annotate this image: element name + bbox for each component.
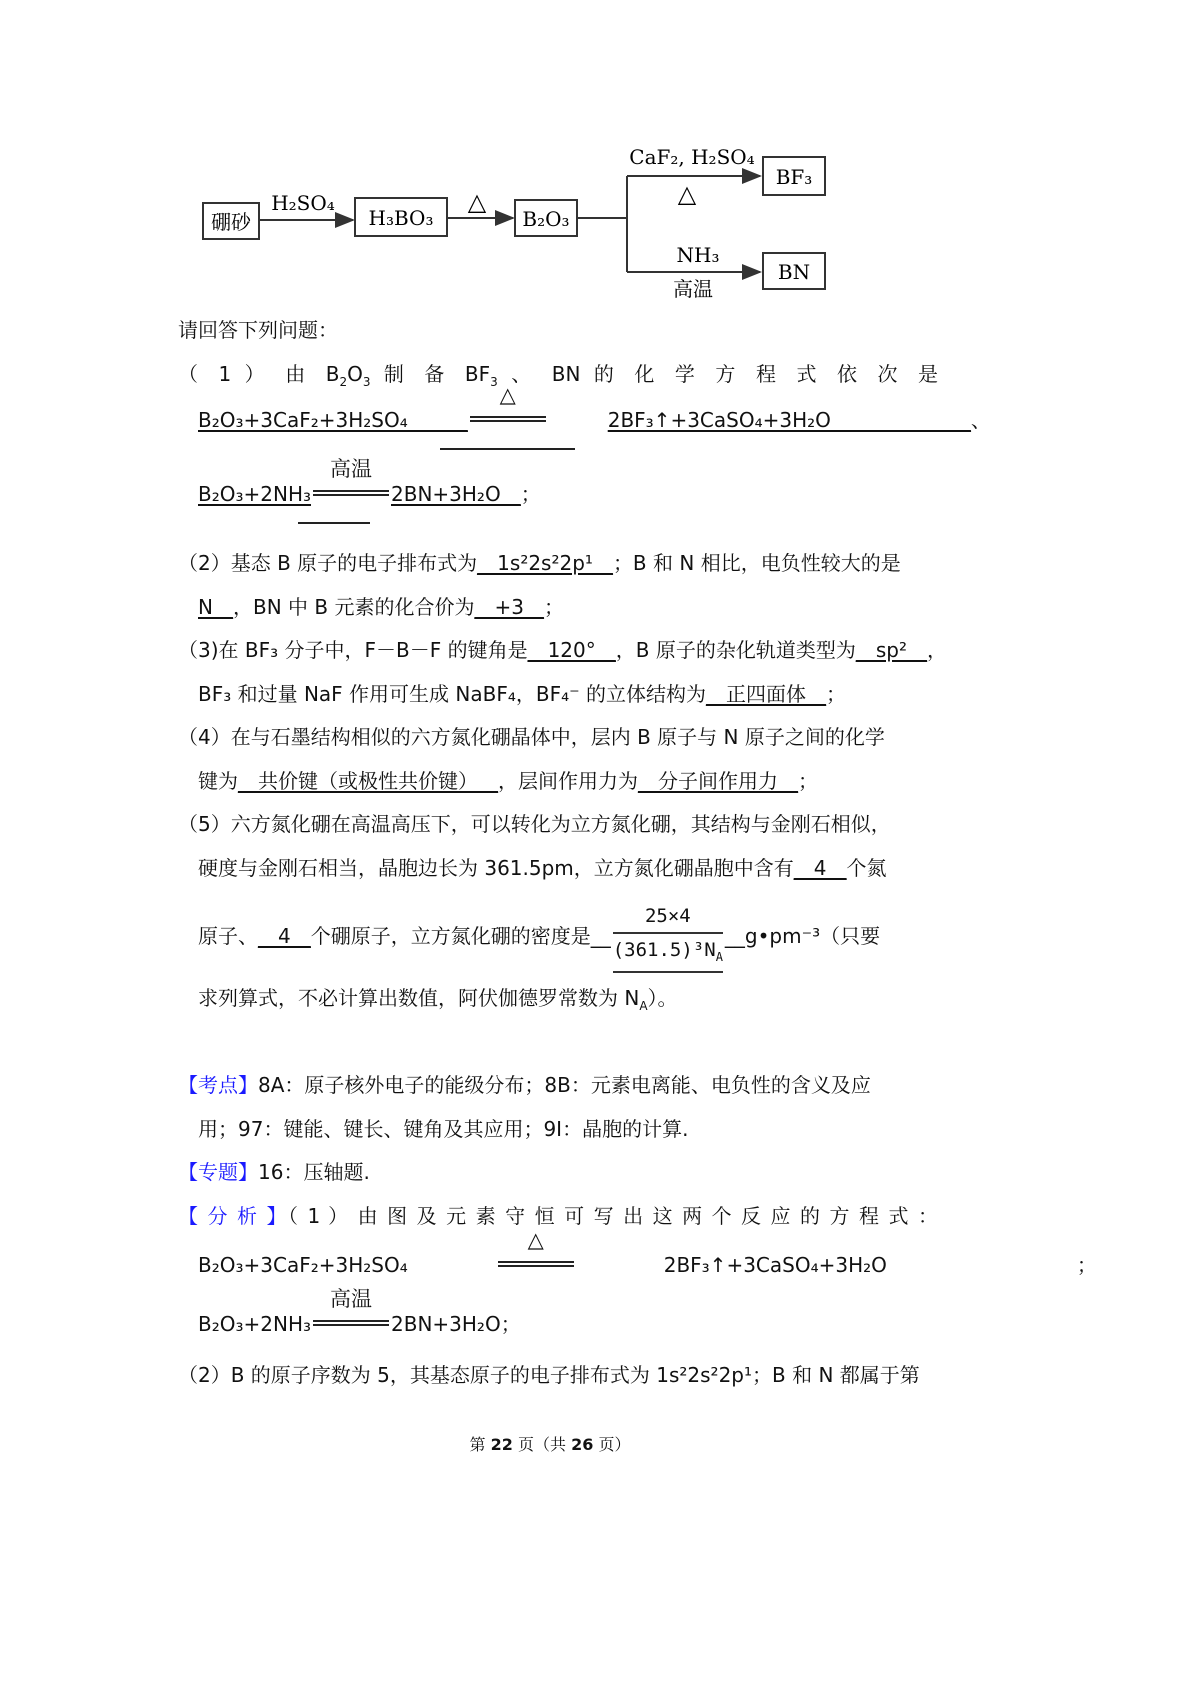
answer-blank: __120°__ [527,638,616,662]
denominator-subscript: A [715,949,723,964]
q5-line3 [198,902,880,973]
answer-blank: __sp²__ [855,638,927,662]
fenxi-line2 [178,1361,920,1389]
q1-eq2 [198,457,541,508]
text: ，层间作用力为 [498,769,638,793]
label-bf3: BF₃ [775,165,813,189]
q1-stem [178,360,938,396]
text: （3)在 BF₃ 分子中，F－B－F 的键角是 [178,638,528,662]
answer-blank: __分子间作用力__ [638,769,798,793]
section-label: 【考点】 [178,1073,258,1097]
text: 硬度与金刚石相当，晶胞边长为 361.5pm，立方氮化硼晶胞中含有 [198,856,794,880]
answer-blank: __正四面体__ [706,682,827,706]
subscript: 3 [490,375,498,389]
reaction-condition-sign [470,383,546,427]
fraction-denominator [613,934,723,973]
reaction-condition-sign [313,1287,389,1331]
kaodian-line2 [198,1115,688,1143]
q5-line4 [198,984,678,1020]
condition-label: 高温 [330,457,372,481]
text: ， [926,638,947,662]
answer-blank: N__ [198,595,233,619]
text: B₂O₃+2NH₃ [198,1312,311,1336]
text: 、 BN 的 化 学 方 程 式 依 次 是 [497,362,939,386]
fraction-numerator: 25×4 [613,902,723,934]
text: B₂O₃+3CaF₂+3H₂SO₄ [198,1253,408,1277]
label-high-temp: 高温 [673,277,713,301]
q5-line1 [178,810,891,838]
q5-line2 [198,854,887,882]
answer-blank: __4__ [258,923,311,948]
text: 制 备 BF [370,362,491,386]
double-line [313,490,389,496]
text: 原子、 [198,923,258,948]
text: 8A：原子核外电子的能级分布；8B：元素电离能、电负性的含义及应 [258,1073,871,1097]
text: 求列算式，不必计算出数值，阿伏伽德罗常数为 N [198,986,640,1010]
kaodian-line1 [178,1071,871,1099]
reaction-condition-sign [498,1228,574,1272]
answer-underline [440,448,575,450]
text: 用；97：键能、键长、键角及其应用；9I：晶胞的计算. [198,1117,689,1141]
text: 键为 [198,769,238,793]
footer-text: 页（共 [517,1435,566,1454]
q2-line1 [178,549,901,577]
label-nh3: NH₃ [676,243,720,267]
subscript: 3 [362,375,371,389]
text: ，B 原子的杂化轨道类型为 [615,638,856,662]
answer-blank: __共价键（或极性共价键）__ [238,769,498,793]
text: ； [798,769,818,793]
label-b2o3: B₂O₃ [522,207,570,231]
q4-line2 [198,767,818,795]
density-fraction [613,902,723,973]
text: ； [520,482,541,506]
answer-blank: __4__ [793,856,847,880]
q2-line2 [198,593,564,621]
subscript: 2 [339,375,348,389]
boron-process-flow-diagram [195,140,845,310]
page-footer [0,1432,1100,1455]
answer-underline [298,522,370,524]
text: BF₃ 和过量 NaF 作用可生成 NaBF₄，BF₄⁻ 的立体结构为 [198,682,707,706]
double-line [470,416,546,422]
label-h3bo3: H₃BO₃ [368,206,434,230]
answer-blank: 2BN+3H₂O__ [391,482,521,506]
answer-blank: __1s²2s²2p¹__ [477,551,613,575]
condition-label: △ [527,1228,544,1252]
condition-label: 高温 [330,1287,372,1311]
text: （2）基态 B 原子的电子排布式为 [178,551,478,575]
q1-eq1 [198,383,991,434]
answer-blank: B₂O₃+3CaF₂+3H₂SO₄______ [198,408,468,432]
answer-blank: B₂O₃+2NH₃ [198,482,311,506]
label-upper-heat: △ [677,180,697,208]
text: 、 [970,408,991,432]
fenxi-eq2 [198,1287,521,1338]
zhuanti [178,1158,370,1186]
text: 请回答下列问题： [178,318,338,342]
label-h2so4: H₂SO₄ [271,191,335,215]
label-borax: 硼砂 [211,210,251,234]
text: （ 1 ） 由 图 及 元 素 守 恒 可 写 出 这 两 个 反 应 的 方 程 式 ： [288,1204,938,1228]
text: 2BN+3H₂O； [391,1312,521,1336]
denominator-text: (361.5)³N [612,939,716,961]
prompt [178,316,338,344]
q4-line1 [178,723,885,751]
answer-blank: 2BF₃↑+3CaSO₄+3H₂O______________ [607,408,971,432]
text: 2BF₃↑+3CaSO₄+3H₂O [663,1253,887,1277]
q3-line2 [198,680,846,708]
text: （2）B 的原子序数为 5，其基态原子的电子排布式为 1s²2s²2p¹；B 和 N 都属于第 [178,1363,920,1387]
label-heat: △ [467,188,487,216]
text: ； [543,595,564,619]
text: 个硼原子，立方氮化硼的密度是__ [310,923,611,948]
condition-label: △ [499,383,516,407]
page-number: 22 [490,1435,513,1454]
text: O [347,362,363,386]
text: 16：压轴题. [258,1160,370,1184]
section-label: 【 分 析 】 [178,1204,289,1228]
fenxi-eq1 [198,1228,1097,1279]
text: ；B 和 N 相比，电负性较大的是 [612,551,901,575]
text: ； [826,682,847,706]
text: （5）六方氮化硼在高温高压下，可以转化为立方氮化硼，其结构与金刚石相似， [178,812,891,836]
text: ； [1076,1253,1097,1277]
text: ）。 [647,986,678,1010]
label-bn: BN [777,260,811,284]
text: （4）在与石墨结构相似的六方氮化硼晶体中，层内 B 原子与 N 原子之间的化学 [178,725,885,749]
text: 个氮 [846,856,887,880]
text: __g•pm⁻³（只要 [724,923,881,948]
double-line [498,1261,574,1267]
footer-text: 第 [469,1435,486,1454]
double-line [313,1320,389,1326]
answer-blank: __+3__ [474,595,544,619]
text: ，BN 中 B 元素的化合价为 [232,595,475,619]
label-caf2-h2so4: CaF₂, H₂SO₄ [629,145,755,169]
q3-line1 [178,636,947,664]
footer-text: 页） [598,1435,631,1454]
subscript: A [639,999,648,1013]
total-pages: 26 [571,1435,594,1454]
reaction-condition-sign [313,457,389,501]
section-label: 【专题】 [178,1160,258,1184]
text: （ 1 ） 由 B [178,362,340,386]
